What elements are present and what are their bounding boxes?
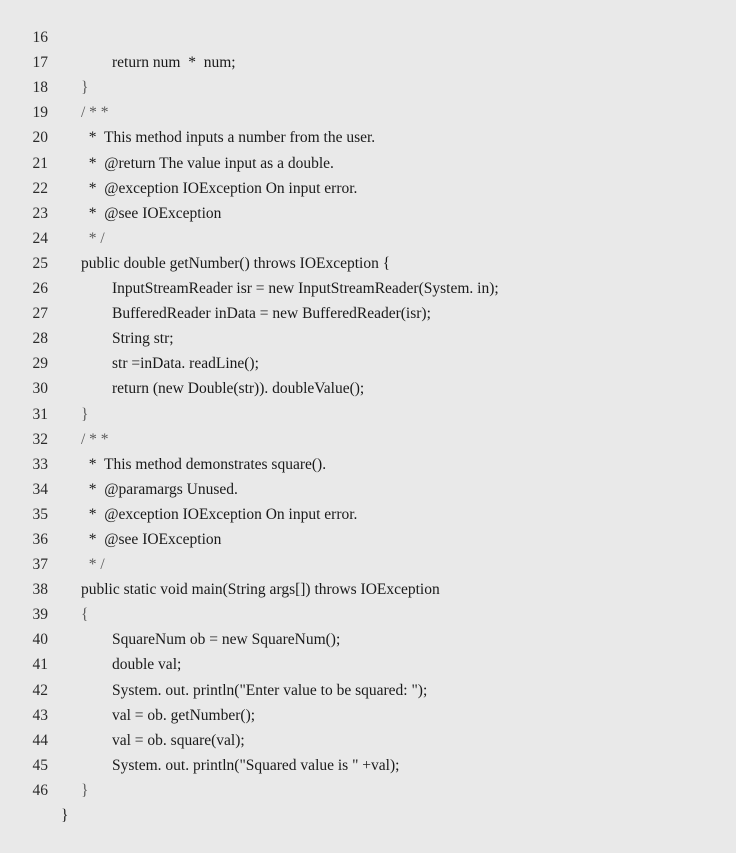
line-number: 19 [32,104,48,122]
line-number: 43 [32,706,48,724]
line-text: * This method inputs a number from the user. [81,129,376,147]
line-number: 28 [32,330,48,348]
line-number: 21 [32,154,48,172]
line-number: 34 [32,480,48,498]
line-text: / * * [81,430,109,448]
line-number: 30 [32,380,48,398]
line-text: return (new Double(str)). doubleValue(); [112,380,365,398]
line-text: * / [81,229,105,247]
line-text: * @exception IOException On input error. [81,179,358,197]
line-number: 36 [32,530,48,548]
line-number: 20 [32,129,48,147]
line-number: 31 [32,405,48,423]
line-text: public double getNumber() throws IOException { [81,254,391,272]
line-number: 45 [32,756,48,774]
line-text: * This method demonstrates square(). [81,455,327,473]
line-number: 46 [32,781,48,799]
line-number: 38 [32,581,48,599]
line-number: 25 [32,254,48,272]
line-number: 26 [32,280,48,298]
line-text: } [81,79,89,97]
line-number: 29 [32,355,48,373]
line-text: { [81,606,89,624]
line-text: System. out. println("Squared value is " +val); [112,756,400,774]
line-text: * @see IOException [81,530,222,548]
line-text: * / [81,556,105,574]
line-text: SquareNum ob = new SquareNum(); [112,631,341,649]
line-number: 23 [32,204,48,222]
line-number: 44 [32,731,48,749]
line-number: 39 [32,606,48,624]
line-text: / * * [81,104,109,122]
line-text: String str; [112,330,174,348]
line-number: 35 [32,505,48,523]
line-number: 42 [32,681,48,699]
line-number: 22 [32,179,48,197]
line-number: 37 [32,556,48,574]
code-line-46 [0,753,736,824]
line-text: System. out. println("Enter value to be squared: "); [112,681,428,699]
line-number: 41 [32,656,48,674]
line-text: * @paramargs Unused. [81,480,238,498]
line-text: val = ob. square(val); [112,731,245,749]
line-number: 17 [32,54,48,72]
line-number: 40 [32,631,48,649]
line-text: } [61,807,69,824]
line-text: * @return The value input as a double. [81,154,334,172]
line-text: * @exception IOException On input error. [81,505,358,523]
line-text: public static void main(String args[]) throws IOException [81,581,440,599]
line-number: 32 [32,430,48,448]
line-text: } [81,405,89,423]
line-text: double val; [112,656,182,674]
line-text: val = ob. getNumber(); [112,706,256,724]
line-text: BufferedReader inData = new BufferedReader(isr); [112,305,431,323]
line-number: 24 [32,229,48,247]
line-number: 16 [32,29,48,47]
line-number: 33 [32,455,48,473]
line-number: 18 [32,79,48,97]
line-text: return num * num; [112,54,236,72]
line-text: str =inData. readLine(); [112,355,259,373]
line-number: 27 [32,305,48,323]
line-text: } [81,781,89,799]
line-text: InputStreamReader isr = new InputStreamReader(System. in); [112,280,499,298]
line-text: * @see IOException [81,204,222,222]
